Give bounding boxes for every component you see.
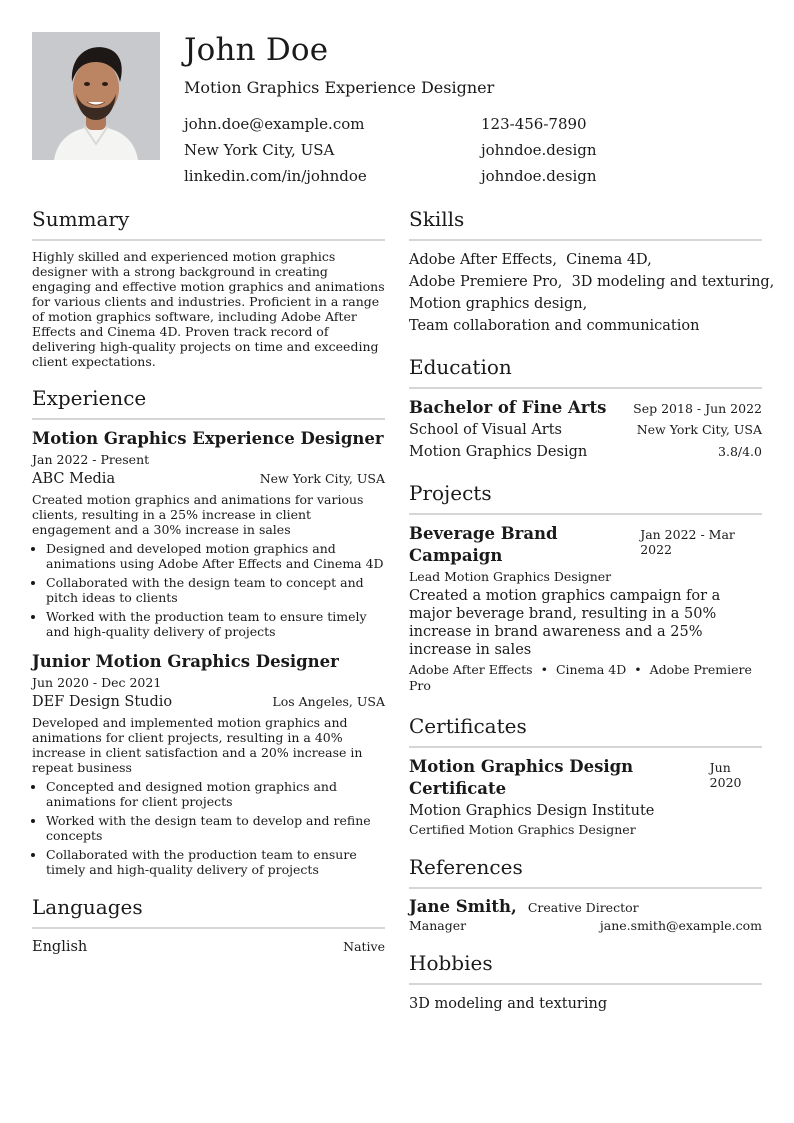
experience-section	[32, 384, 385, 877]
section-heading: References	[409, 853, 762, 889]
skill-item: 3D modeling and texturing,	[571, 274, 775, 290]
certificates-section	[409, 712, 762, 837]
job-title: Motion Graphics Experience Designer	[32, 429, 384, 448]
tech-item: Adobe Premiere Pro	[409, 662, 752, 693]
job-entry	[32, 428, 385, 639]
language-name: English	[32, 939, 88, 955]
reference-relation: Manager	[409, 918, 467, 933]
email-link[interactable]: john.doe@example.com	[184, 115, 365, 133]
location: New York City, USA	[184, 141, 335, 159]
tech-item: Cinema 4D	[555, 662, 627, 677]
hobbies-section	[409, 949, 762, 1015]
section-heading: Experience	[32, 384, 385, 420]
tech-item: Adobe After Effects	[409, 662, 533, 677]
section-heading: Certificates	[409, 712, 762, 748]
skill-item: Adobe After Effects,	[409, 252, 557, 268]
section-heading: Education	[409, 353, 762, 389]
job-dates: Jun 2020 - Dec 2021	[32, 675, 162, 690]
left-column	[32, 205, 385, 957]
project-role: Lead Motion Graphics Designer	[409, 569, 612, 584]
project-technologies	[409, 662, 762, 694]
skill-item: Team collaboration and communication	[409, 318, 700, 334]
hobby-item: 3D modeling and texturing	[409, 996, 608, 1012]
language-level: Native	[343, 939, 385, 954]
skill-item: Adobe Premiere Pro,	[409, 274, 563, 290]
reference-name: Jane Smith,	[409, 897, 517, 916]
project-dates: Jan 2022 - Mar 2022	[640, 527, 735, 557]
job-company: DEF Design Studio	[32, 694, 173, 710]
job-bullet: • Designed and developed motion graphics and animations using Adobe After Effects and Cinema 4D	[46, 541, 385, 571]
profile-photo	[32, 32, 160, 160]
job-title: Junior Motion Graphics Designer	[32, 652, 339, 671]
skill-item: Cinema 4D,	[566, 252, 652, 268]
certificate-issuer: Motion Graphics Design Institute	[409, 803, 655, 819]
summary-section	[32, 205, 385, 369]
job-bullets	[32, 779, 385, 877]
phone-number: 123-456-7890	[481, 115, 587, 133]
section-heading: Skills	[409, 205, 762, 241]
website-link-secondary[interactable]: johndoe.design	[481, 167, 597, 185]
job-entry	[32, 651, 385, 877]
certificate-name: Motion Graphics Design Certificate	[409, 757, 634, 798]
education-location: New York City, USA	[636, 422, 762, 437]
separator-dot: •	[540, 662, 548, 677]
education-degree: Bachelor of Fine Arts	[409, 398, 607, 417]
job-description: Created motion graphics and animations for various clients, resulting in a 25% increase in client engagement and a 30% increase in sales	[32, 492, 364, 537]
education-section	[409, 353, 762, 463]
project-name: Beverage Brand Campaign	[409, 524, 558, 565]
education-gpa: 3.8/4.0	[718, 444, 762, 459]
languages-section	[32, 893, 385, 957]
skills-list	[409, 249, 775, 337]
section-heading: Languages	[32, 893, 385, 929]
projects-section	[409, 479, 762, 694]
references-section	[409, 853, 762, 933]
language-item	[32, 937, 385, 957]
job-bullet: • Worked with the design team to develop and refine concepts	[46, 813, 385, 843]
job-location: Los Angeles, USA	[272, 694, 385, 709]
job-bullet: • Collaborated with the design team to concept and pitch ideas to clients	[46, 575, 385, 605]
section-heading: Summary	[32, 205, 385, 241]
job-company: ABC Media	[32, 471, 116, 487]
job-bullet: • Concepted and designed motion graphics and animations for client projects	[46, 779, 385, 809]
education-dates: Sep 2018 - Jun 2022	[633, 401, 762, 416]
certificate-credential: Certified Motion Graphics Designer	[409, 822, 636, 837]
certificate-date: Jun 2020	[709, 760, 742, 790]
job-description: Developed and implemented motion graphics and animations for client projects, resulting in a 40% increase in client satisfaction and a 20% increase in repeat business	[32, 715, 363, 775]
candidate-title: Motion Graphics Experience Designer	[184, 78, 495, 97]
job-bullet: • Worked with the production team to ensure timely and high-quality delivery of projects	[46, 609, 385, 639]
section-heading: Projects	[409, 479, 762, 515]
website-link[interactable]: johndoe.design	[481, 141, 597, 159]
job-bullets	[32, 541, 385, 639]
linkedin-link[interactable]: linkedin.com/in/johndoe	[184, 167, 367, 185]
reference-position: Creative Director	[527, 900, 639, 915]
education-field: Motion Graphics Design	[409, 444, 588, 460]
education-school: School of Visual Arts	[409, 422, 563, 438]
candidate-name: John Doe	[184, 32, 329, 68]
job-bullet: • Collaborated with the production team to ensure timely and high-quality delivery of projects	[46, 847, 385, 877]
job-location: New York City, USA	[259, 471, 385, 486]
contact-info	[184, 113, 762, 187]
skills-section	[409, 205, 775, 337]
right-column	[409, 205, 775, 1015]
skill-item: Motion graphics design,	[409, 296, 588, 312]
person-portrait-icon	[32, 32, 160, 160]
section-heading: Hobbies	[409, 949, 762, 985]
separator-dot: •	[634, 662, 642, 677]
job-dates: Jan 2022 - Present	[32, 452, 150, 467]
project-description: Created a motion graphics campaign for a major beverage brand, resulting in a 50% increase in brand awareness and a 25% increase in sales	[409, 588, 721, 658]
reference-email[interactable]: jane.smith@example.com	[599, 918, 762, 933]
summary-text: Highly skilled and experienced motion graphics designer with a strong background in creating engaging and effective motion graphics and animations for various clients and industries. Proficient in a range of motion graphics software, including Adobe After Effects and Cinema 4D. Proven track record of delivering high-quality projects on time and exceeding client expectations.	[32, 249, 385, 369]
